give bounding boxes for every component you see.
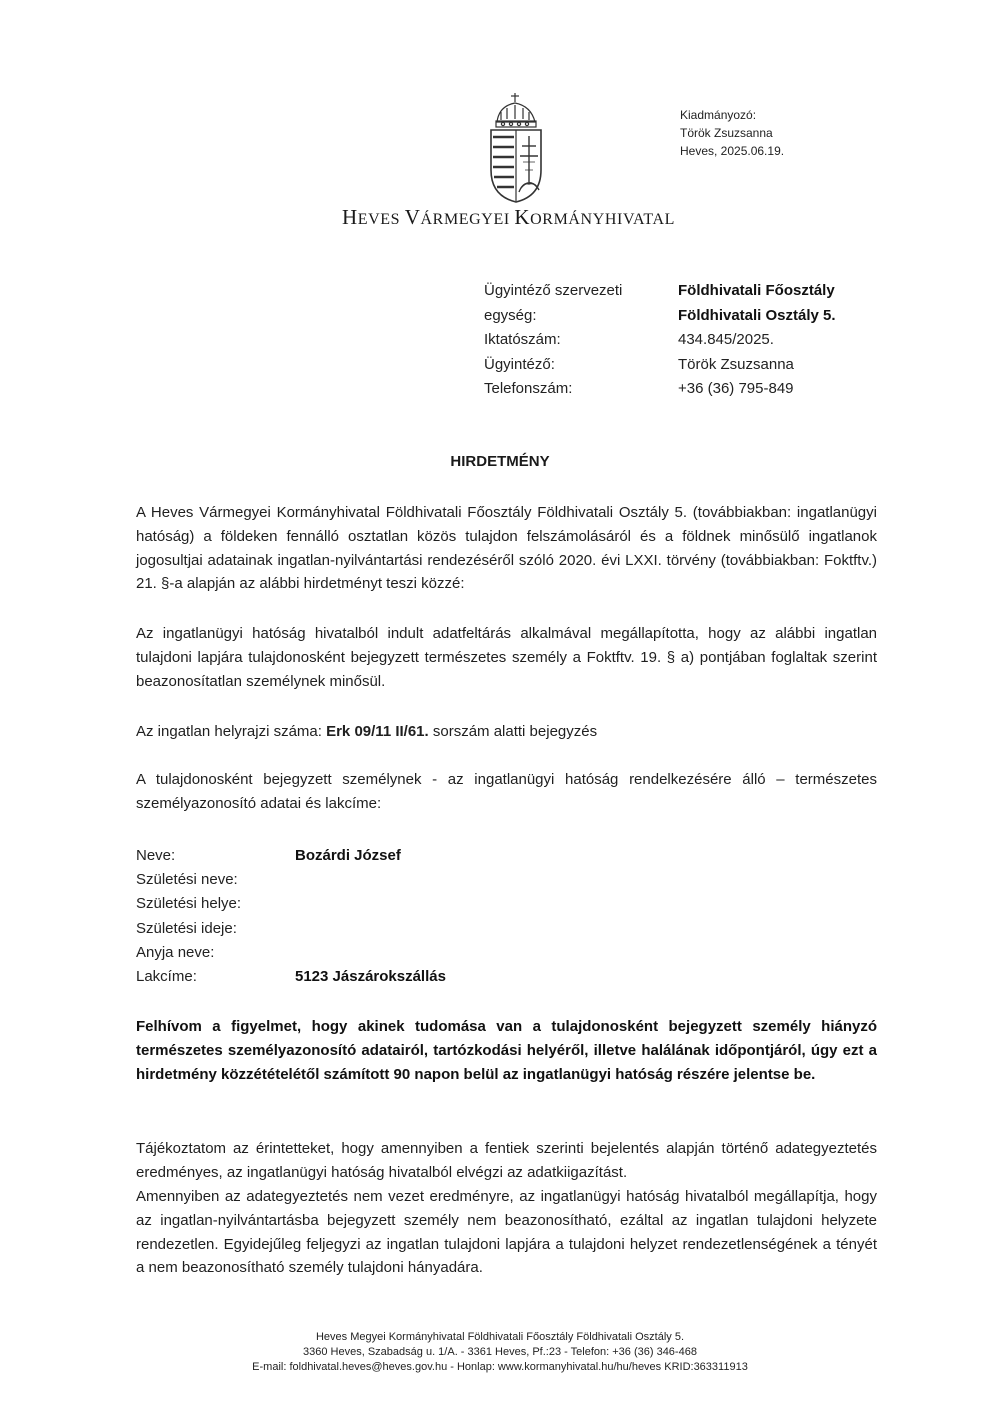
birth-name-label: Születési neve: <box>136 871 238 889</box>
person-values <box>295 844 446 989</box>
meta-labels <box>484 279 622 402</box>
finding-paragraph: Az ingatlanügyi hatóság hivatalból indult adatfeltárás alkalmával megállapította, hogy az alábbi ingatlan tulajdoni lapjára tulajdonosként bejegyzett természetes személy a Foktftv. 19. § a) pontjában foglaltak szerint beazonosítatlan személynek minősül. <box>136 625 877 690</box>
person-labels <box>136 844 241 989</box>
owner-intro-paragraph: A tulajdonosként bejegyzett személynek - az ingatlanügyi hatóság rendelkezésére álló – természetes személyazonosító adatai és lakcíme: <box>136 771 877 812</box>
parcel-suffix: sorszám alatti bejegyzés <box>428 723 598 740</box>
agency-initial-3: K <box>514 205 531 229</box>
footer-line-1: Heves Megyei Kormányhivatal Földhivatali Főosztály Földhivatali Osztály 5. <box>315 1331 685 1343</box>
notice-paragraph: Felhívom a figyelmet, hogy akinek tudomása van a tulajdonosként bejegyzett személy hiányzó természetes személyazonosító adatairól, tartózkodási helyéről, illetve halálának időpontjáról, úgy ezt a hirdetmény közzétételétől számított 90 napon belül az ingatlanügyi hatóság részére jelentse be. <box>136 1018 877 1083</box>
parcel-prefix: Az ingatlan helyrajzi száma: <box>136 723 327 740</box>
phone-value: +36 (36) 795-849 <box>678 380 794 397</box>
unit-value-2: Földhivatali Osztály 5. <box>678 306 836 324</box>
outcome-paragraph: Amennyiben az adategyeztetés nem vezet eredményre, az ingatlanügyi hatóság hivatalból megállapítja, hogy az ingatlan-nyilvántartásba bejegyzett személy nem beazonosítható, ezáltal az ingatlan tulajdoni helyzete rendezetlen. Egyidejűleg feljegyzi az ingatlan tulajdoni lapjára a tulajdoni helyzet rendezetlenségének a tényét a nem beazonosítható személy tulajdoni hányadára. <box>136 1188 877 1277</box>
agency-initial-2: V <box>404 205 421 229</box>
reg-value: 434.845/2025. <box>678 331 774 348</box>
footer-line-3: E-mail: foldhivatal.heves@heves.gov.hu - Honlap: www.kormanyhivatal.hu/hu/heves KRID:363311913 <box>252 1361 748 1373</box>
issuer-label: Kiadmányozó: <box>680 108 757 122</box>
issuer-place-date: Heves, 2025.06.19. <box>680 144 785 158</box>
officer-label: Ügyintéző: <box>484 355 555 373</box>
agency-word-3: ORMÁNYHIVATAL <box>530 211 676 228</box>
phone-label: Telefonszám: <box>484 380 573 397</box>
name-label: Neve: <box>136 847 176 864</box>
birth-date-label: Születési ideje: <box>136 919 237 937</box>
intro-paragraph: A Heves Vármegyei Kormányhivatal Földhivatali Főosztály Földhivatali Osztály 5. (továbbiakban: ingatlanügyi hatóság) a földeken fennálló osztatlan közös tulajdon felszámolásáról és a földnek minősülő ingatlanok jogosultjai adatainak ingatlan-nyilvántartási rendezéséről szóló 2020. évi LXXI. törvény (továbbiakban: Foktftv.) 21. §-a alapján az alábbi hirdetményt teszi közzé: <box>136 504 877 593</box>
meta-values <box>678 279 836 402</box>
unit-value-1: Földhivatali Főosztály <box>678 282 835 299</box>
reg-label: Iktatószám: <box>484 331 561 348</box>
info-paragraph: Tájékoztatom az érintetteket, hogy amennyiben a fentiek szerinti bejelentés alapján történő adategyeztetés eredményes, az ingatlanügyi hatóság hivatalból elvégzi az adatkiigazítást. <box>136 1140 877 1181</box>
address-value: 5123 Jászárokszállás <box>295 968 446 986</box>
parcel-line <box>136 720 877 744</box>
parcel-number: Erk 09/11 II/61. <box>326 723 429 740</box>
agency-word-2: ÁRMEGYEI <box>420 211 515 228</box>
coat-of-arms-icon <box>487 92 545 204</box>
footer <box>0 1330 1000 1375</box>
document-title: HIRDETMÉNY <box>450 453 550 470</box>
agency-initial-1: H <box>342 205 358 229</box>
birth-place-label: Születési helye: <box>136 895 242 913</box>
mother-name-label: Anyja neve: <box>136 943 215 961</box>
officer-value: Török Zsuzsanna <box>678 355 794 373</box>
agency-word-1: EVES <box>357 211 405 228</box>
issuer-block <box>680 106 784 160</box>
footer-line-2: 3360 Heves, Szabadság u. 1/A. - 3361 Heves, Pf.:23 - Telefon: +36 (36) 346-468 <box>303 1346 697 1358</box>
unit-label-1: Ügyintéző szervezeti <box>484 282 623 299</box>
name-value: Bozárdi József <box>295 847 401 864</box>
issuer-name: Török Zsuzsanna <box>680 126 773 140</box>
agency-name <box>342 205 675 230</box>
unit-label-2: egység: <box>484 306 537 324</box>
address-label: Lakcíme: <box>136 968 197 986</box>
